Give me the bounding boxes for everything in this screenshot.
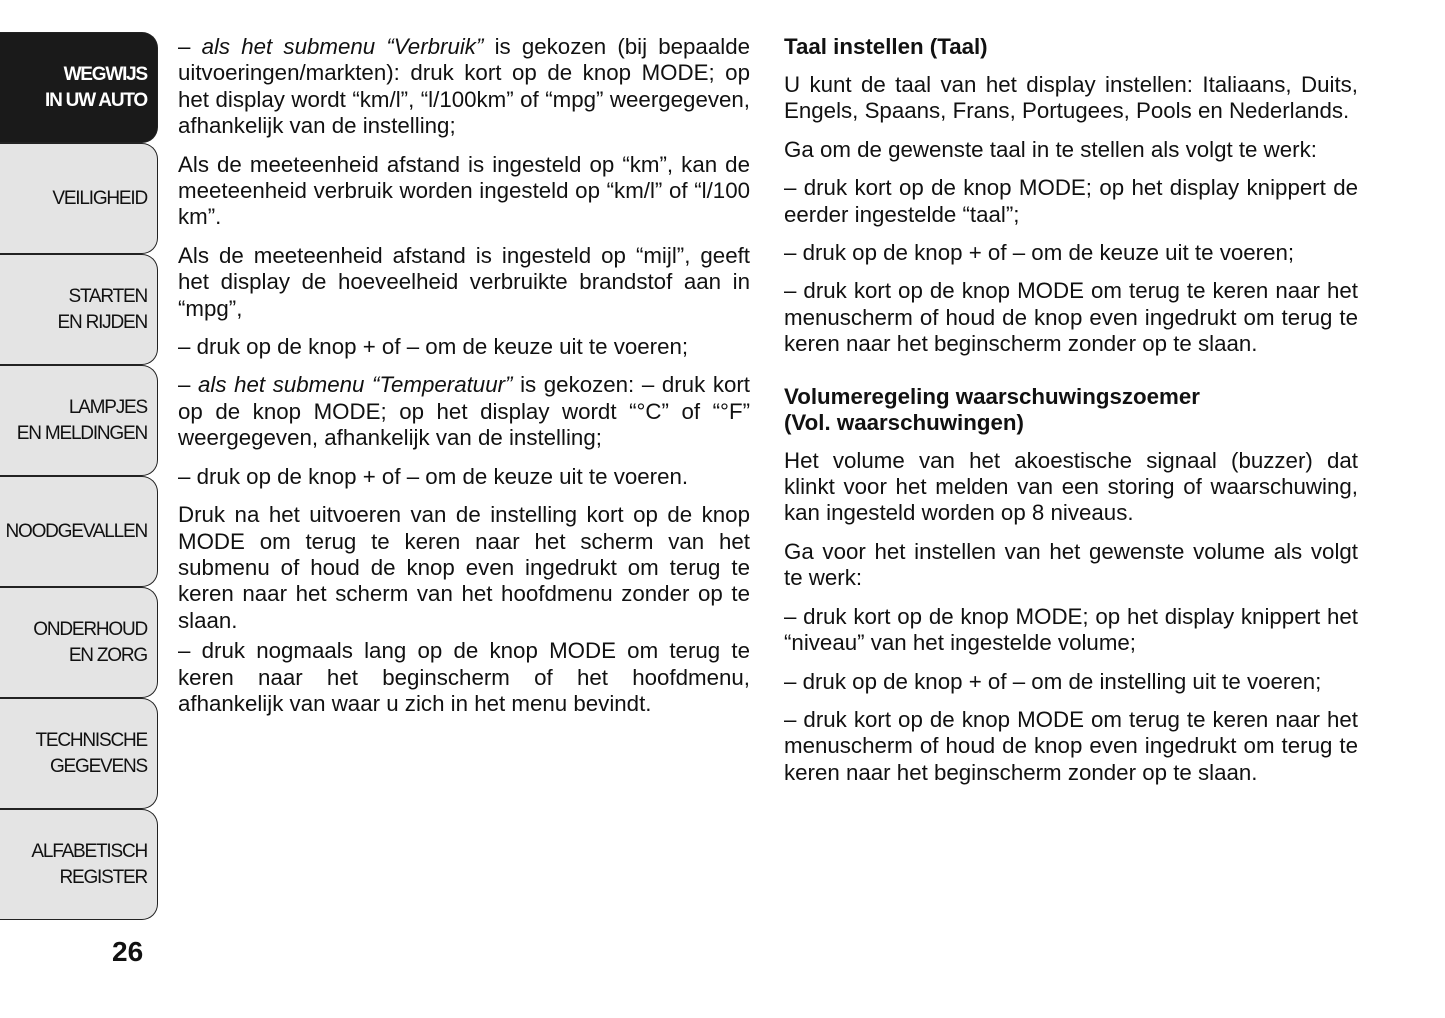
paragraph: – druk op de knop + of – om de keuze uit te voeren; — [178, 334, 689, 360]
paragraph: – druk op de knop + of – om de keuze uit te voeren. — [178, 463, 689, 489]
paragraph: Het volume van het akoestische signaal (buzzer) dat klinkt voor het melden van een storing of waarschuwing, kan ingesteld worden op 8 niveaus. — [784, 447, 1358, 526]
paragraph: – druk op de knop + of – om de instelling uit te voeren; — [784, 668, 1322, 694]
tab-noodgevallen[interactable] — [0, 476, 158, 587]
left-column — [178, 34, 750, 729]
tab-technische-gegevens[interactable] — [0, 698, 158, 809]
paragraph: Ga voor het instellen van het gewenste volume als volgt te werk: — [784, 538, 1358, 591]
dash-prefix: – — [178, 34, 202, 59]
tab-label-line: REGISTER — [59, 866, 147, 888]
tab-label-line: LAMPJES — [68, 396, 147, 418]
tab-label-line: EN MELDINGEN — [16, 422, 147, 444]
submenu-name: als het submenu “Verbruik” — [201, 34, 484, 59]
paragraph: – druk kort op de knop MODE; op het display knippert de eerder ingestelde “taal”; — [784, 175, 1358, 227]
tab-label-line: IN UW AUTO — [45, 89, 147, 111]
tab-label-line: VEILIGHEID — [52, 187, 147, 209]
dash-prefix: – — [178, 372, 198, 398]
tab-starten-en-rijden[interactable] — [0, 254, 158, 365]
paragraph: – druk nogmaals lang op de knop MODE om terug te keren naar het beginscherm of het hoofdmenu, afhankelijk van waar u zich in het menu bevindt. — [178, 638, 750, 716]
paragraph-verbruik — [178, 34, 750, 140]
page-number: 26 — [112, 936, 144, 967]
paragraph: – druk op de knop + of – om de keuze uit te voeren; — [784, 240, 1295, 266]
tab-label-line: ALFABETISCH — [31, 840, 147, 862]
paragraph-text: is gekozen: – druk kort op de knop MODE; op het display wordt “°C” of “°F” weergegeven, afhankelijk van de instelling; — [178, 372, 750, 451]
tab-label-line: NOODGEVALLEN — [5, 520, 147, 542]
tab-label-line: TECHNISCHE — [35, 729, 147, 751]
submenu-name: als het submenu “Temperatuur” — [198, 372, 513, 398]
tab-wegwijs-in-uw-auto[interactable] — [0, 32, 158, 143]
paragraph: – druk kort op de knop MODE om terug te keren naar het menuscherm of houd de knop even ingedrukt om terug te keren naar het beginscherm zonder op te slaan. — [784, 278, 1358, 357]
tab-onderhoud-en-zorg[interactable] — [0, 587, 158, 698]
heading-volumeregeling — [784, 384, 1358, 436]
tab-label-line: GEGEVENS — [49, 755, 147, 777]
paragraph: Als de meeteenheid afstand is ingesteld op “mijl”, geeft het display de hoeveelheid verbruikte brandstof aan in “mpg”, — [178, 242, 750, 321]
tab-label-line: ONDERHOUD — [33, 618, 147, 640]
paragraph-temperatuur — [178, 372, 750, 451]
heading-taal-instellen: Taal instellen (Taal) — [784, 34, 988, 59]
paragraph: Druk na het uitvoeren van de instelling kort op de knop MODE om terug te keren naar het scherm van het submenu of houd de knop even ingedrukt om terug te keren naar het scherm van het hoofdmenu zonder op te slaan. — [178, 502, 750, 633]
paragraph: – druk kort op de knop MODE om terug te keren naar het menuscherm of houd de knop even ingedrukt om terug te keren naar het beginscherm zonder op te slaan. — [784, 706, 1358, 785]
tab-label-line: WEGWIJS — [63, 63, 147, 85]
tab-label-line: EN RIJDEN — [57, 311, 147, 333]
tab-label-line: STARTEN — [68, 285, 147, 307]
right-column — [784, 34, 1358, 798]
paragraph: Als de meeteenheid afstand is ingesteld op “km”, kan de meeteenheid verbruik worden ingesteld op “km/l” of “l/100 km”. — [178, 151, 750, 230]
paragraph-text: is gekozen (bij bepaalde uitvoeringen/markten): druk kort op de knop MODE; op het display wordt “km/l”, “l/100km” of “mpg” weergegeven, afhankelijk van de instelling; — [178, 34, 750, 139]
tab-lampjes-en-meldingen[interactable] — [0, 365, 158, 476]
paragraph: U kunt de taal van het display instellen: Italiaans, Duits, Engels, Spaans, Frans, Portugees, Pools en Nederlands. — [784, 72, 1358, 124]
tab-label-line: EN ZORG — [68, 644, 147, 666]
paragraph: – druk kort op de knop MODE; op het display knippert het “niveau” van het ingestelde volume; — [784, 603, 1358, 656]
tab-alfabetisch-register[interactable] — [0, 809, 158, 920]
heading-line: Volumeregeling waarschuwingszoemer — [784, 383, 1200, 409]
paragraph: Ga om de gewenste taal in te stellen als volgt te werk: — [784, 136, 1317, 162]
tab-veiligheid[interactable] — [0, 143, 158, 254]
section-tab-nav — [0, 32, 158, 920]
heading-line: (Vol. waarschuwingen) — [784, 409, 1024, 435]
